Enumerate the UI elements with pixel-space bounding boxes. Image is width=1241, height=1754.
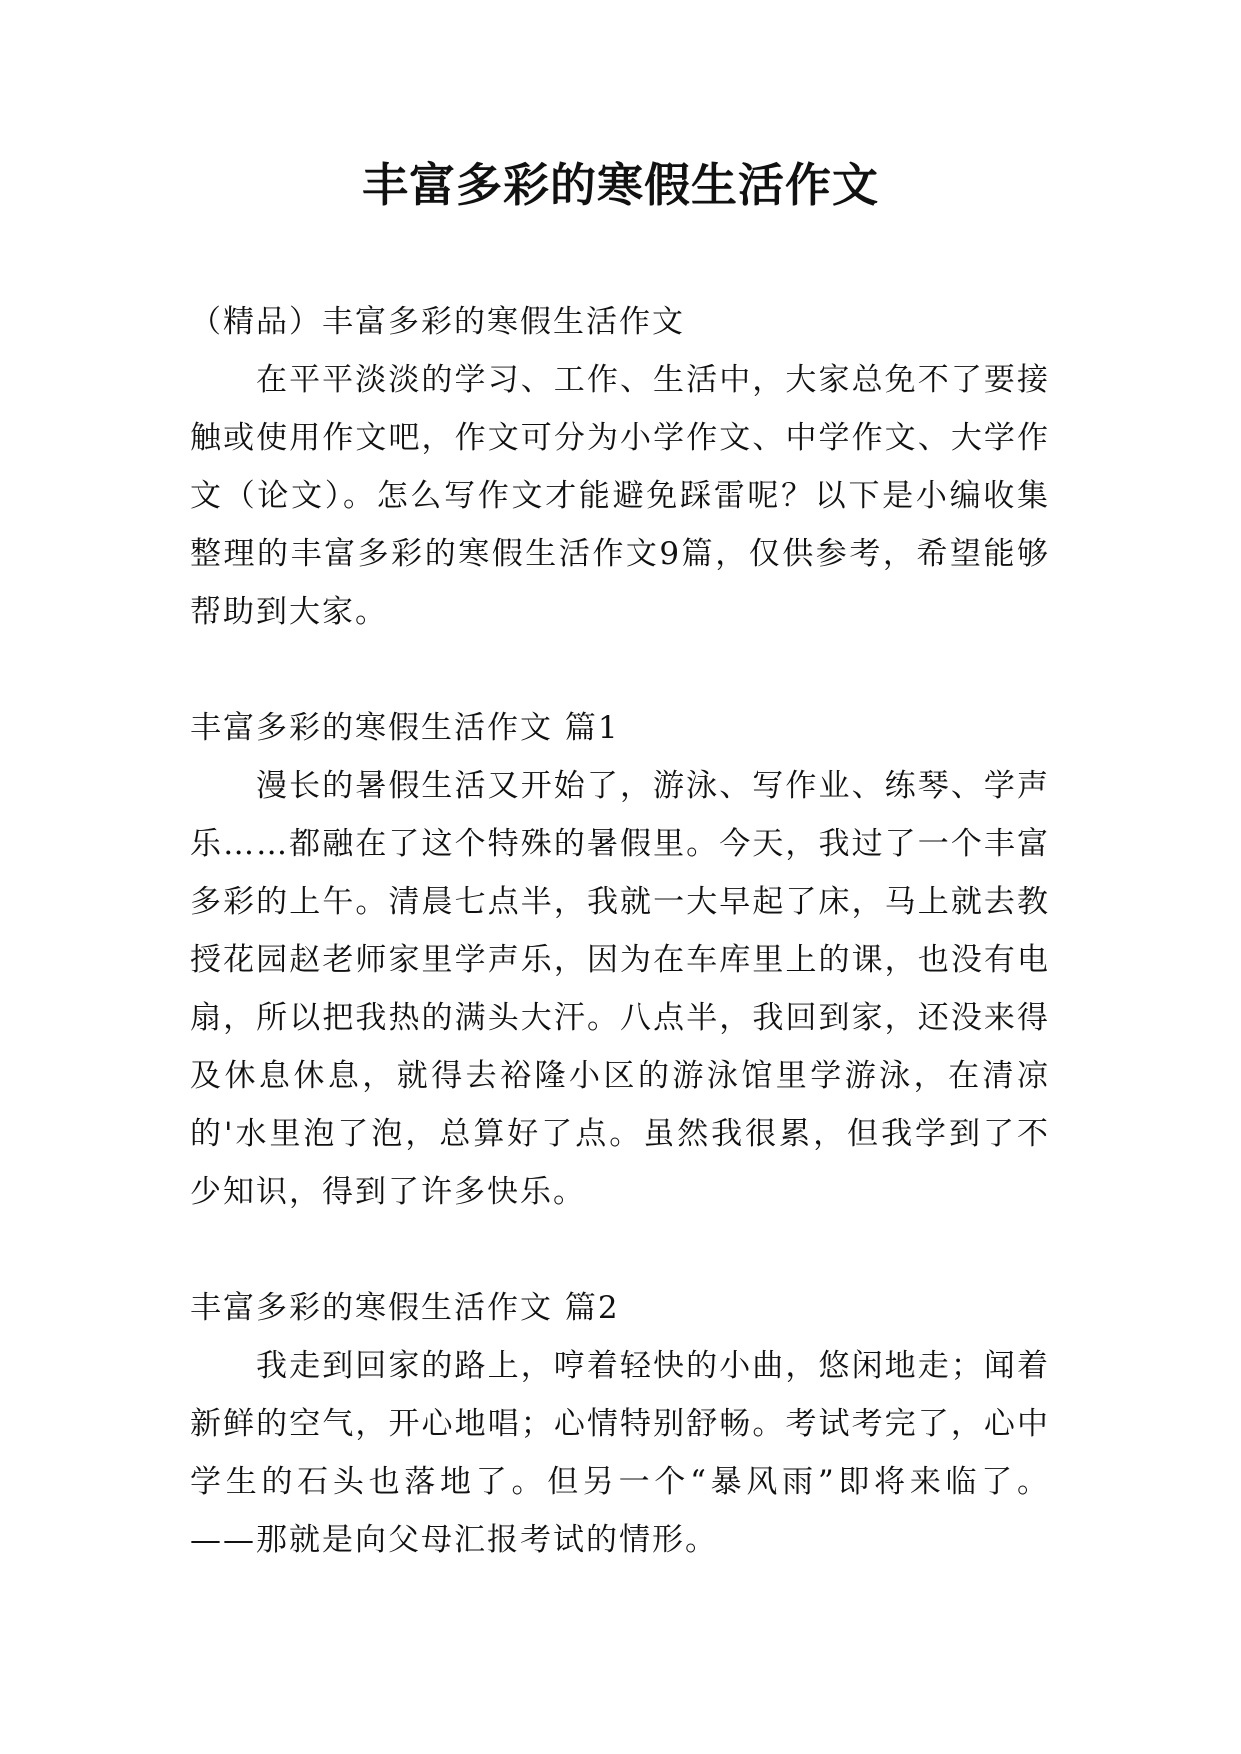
document-subtitle: （精品）丰富多彩的寒假生活作文: [190, 304, 685, 340]
section-1-heading: 丰富多彩的寒假生活作文 篇1: [190, 710, 620, 746]
intro-paragraph: 在平平淡淡的学习、工作、生活中，大家总免不了要接触或使用作文吧，作文可分为小学作文、中学作文、大学作文（论文）。怎么写作文才能避免踩雷呢？以下是小编收集整理的丰富多彩的寒假生活作文9篇，仅供参考，希望能够帮助到大家。: [190, 362, 1050, 630]
section-spacer: [190, 1221, 1050, 1279]
document-content: [190, 293, 1050, 1569]
section-2-body: 我走到回家的路上，哼着轻快的小曲，悠闲地走；闻着新鲜的空气，开心地唱；心情特别舒畅。考试考完了，心中学生的石头也落地了。但另一个“暴风雨”即将来临了。——那就是向父母汇报考试的情形。: [190, 1348, 1050, 1558]
section-2-heading: 丰富多彩的寒假生活作文 篇2: [190, 1290, 620, 1326]
section-1-body: 漫长的暑假生活又开始了，游泳、写作业、练琴、学声乐……都融在了这个特殊的暑假里。今天，我过了一个丰富多彩的上午。清晨七点半，我就一大早起了床，马上就去教授花园赵老师家里学声乐，因为在车库里上的课，也没有电扇，所以把我热的满头大汗。八点半，我回到家，还没来得及休息休息，就得去裕隆小区的游泳馆里学游泳，在清凉的'水里泡了泡，总算好了点。虽然我很累，但我学到了不少知识，得到了许多快乐。: [190, 768, 1050, 1210]
section-spacer: [190, 641, 1050, 699]
document-title: 丰富多彩的寒假生活作文: [362, 158, 879, 212]
